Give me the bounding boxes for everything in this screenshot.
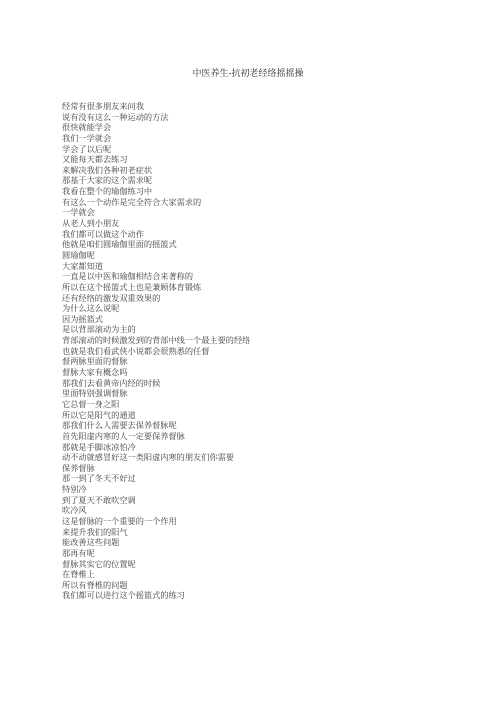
text-line: 动不动就感冒好这一类阳虚内寒的朋友们你需要	[62, 452, 234, 463]
text-line: 首先阳虚内寒的人一定要保养督脉	[62, 430, 185, 441]
text-line: 特别冷	[62, 484, 87, 495]
text-line: 有这么一个动作是完全符合大家需求的	[62, 196, 202, 207]
text-line: 督两脉里面的督脉	[62, 356, 128, 367]
text-line: 在脊椎上	[62, 569, 95, 580]
text-line: 督脉大家有概念吗	[62, 367, 128, 378]
text-line: 说有没有这么一种运动的方法	[62, 111, 169, 122]
text-line: 那我们去看黄帝内经的时候	[62, 377, 161, 388]
text-line: 这是督脉的一个重要的一个作用	[62, 515, 177, 526]
text-line: 保养督脉	[62, 462, 95, 473]
text-line: 为什么这么说呢	[62, 303, 120, 314]
text-line: 到了夏天不敢吹空调	[62, 494, 136, 505]
text-line: 我们都可以进行这个摇篮式的练习	[62, 590, 185, 601]
text-line: 所以在这个摇篮式上也是兼顾体育锻炼	[62, 281, 202, 292]
text-line: 来解决我们各种初老症状	[62, 164, 153, 175]
text-line: 我看在整个的瑜伽练习中	[62, 186, 153, 197]
text-line: 大家都知道	[62, 260, 103, 271]
document-title: 中医养生-抗初老经络摇摇操	[192, 69, 304, 79]
text-line: 又能每天都去练习	[62, 154, 128, 165]
text-line: 因为摇篮式	[62, 313, 103, 324]
text-line: 那再有呢	[62, 547, 95, 558]
text-line: 来提升我们的阳气	[62, 526, 128, 537]
text-line: 他就是咱们圆瑜伽里面的摇篮式	[62, 239, 177, 250]
text-line: 那就是手脚冰凉怕冷	[62, 441, 136, 452]
text-line: 能改善这些问题	[62, 537, 120, 548]
text-line: 我们一学就会	[62, 132, 112, 143]
document-body	[62, 101, 442, 601]
text-line: 背部滚动的时候激发到的背部中线一个最主要的经络	[62, 335, 251, 346]
text-line: 也就是我们看武侠小说都会很熟悉的任督	[62, 345, 210, 356]
text-line: 从老人到小朋友	[62, 218, 120, 229]
text-line: 我们都可以做这个动作	[62, 228, 144, 239]
text-line: 那基于大家的这个需求呢	[62, 175, 153, 186]
text-line: 经常有很多朋友来问我	[62, 101, 144, 111]
text-line: 所以有脊椎的问题	[62, 579, 128, 590]
text-line: 督脉其实它的位置呢	[62, 558, 136, 569]
text-line: 圆瑜伽呢	[62, 249, 95, 260]
text-line: 那我们什么人需要去保养督脉呢	[62, 420, 177, 431]
text-line: 一学就会	[62, 207, 95, 218]
text-line: 学会了以后呢	[62, 143, 112, 154]
text-line: 那一到了冬天不好过	[62, 473, 136, 484]
text-line: 里面特别强调督脉	[62, 388, 128, 399]
text-line: 它总督一身之阳	[62, 398, 120, 409]
text-line: 一直是以中医和瑜伽相结合来著称的	[62, 271, 194, 282]
text-line: 吹冷风	[62, 505, 87, 516]
text-line: 所以它是阳气的通道	[62, 409, 136, 420]
text-line: 很快就能学会	[62, 122, 112, 133]
text-line: 是以背部滚动为主的	[62, 324, 136, 335]
text-line: 还有经络的激发双重效果的	[62, 292, 161, 303]
